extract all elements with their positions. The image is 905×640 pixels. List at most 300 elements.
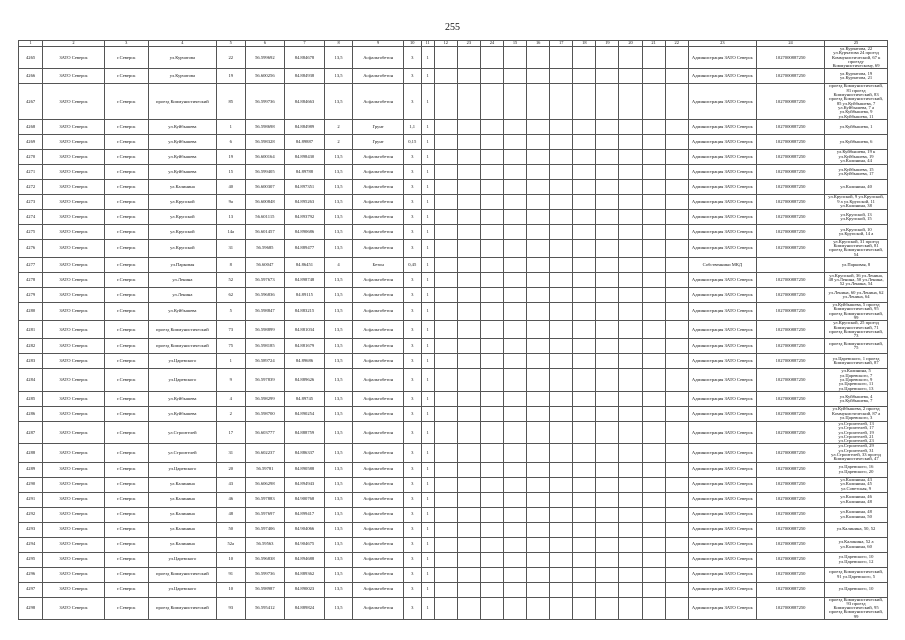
latitude-cell: 56.606298 xyxy=(245,477,285,492)
row-number-cell: 4281 xyxy=(19,321,43,339)
column-number-cell: 23 xyxy=(688,41,756,47)
house-cell: 91 xyxy=(216,567,245,582)
ogrn-cell: 1027000887250 xyxy=(756,354,824,369)
house-cell: 14а xyxy=(216,224,245,239)
empty-cell xyxy=(619,444,642,462)
ogrn-cell: 1027000887250 xyxy=(756,567,824,582)
longitude-cell: 84.884663 xyxy=(285,84,325,119)
empty-cell xyxy=(550,239,573,257)
empty-cell xyxy=(480,134,503,149)
organization-cell: Собственники МКД xyxy=(688,258,756,273)
empty-cell xyxy=(504,597,527,619)
empty-cell xyxy=(480,597,503,619)
empty-cell xyxy=(573,391,596,406)
empty-cell xyxy=(619,288,642,303)
empty-cell xyxy=(550,209,573,224)
empty-cell xyxy=(642,567,665,582)
table-row xyxy=(19,507,888,522)
house-cell: 75 xyxy=(216,339,245,354)
empty-cell xyxy=(619,149,642,164)
municipality-cell: ЗАТО Северск xyxy=(43,224,105,239)
settlement-cell: г.Северск xyxy=(104,462,148,477)
row-number-cell: 4287 xyxy=(19,421,43,443)
settlement-cell: г.Северск xyxy=(104,522,148,537)
empty-cell xyxy=(434,339,457,354)
settlement-cell: г.Северск xyxy=(104,239,148,257)
empty-cell xyxy=(573,149,596,164)
organization-cell: Администрация ЗАТО Северск xyxy=(688,406,756,421)
empty-cell xyxy=(504,258,527,273)
empty-cell xyxy=(434,406,457,421)
street-cell: ул.Царевского xyxy=(148,582,216,597)
street-cell: ул.Крупской xyxy=(148,224,216,239)
ogrn-cell: 1027000887250 xyxy=(756,444,824,462)
empty-cell xyxy=(573,582,596,597)
empty-cell xyxy=(504,224,527,239)
addresses-cell: проезд Коммунистический, 81 проезд Коммунистический, 83 проезд Коммунистический, 85 ул.Куйбышева, 7 ул.Куйбышева, 7 а ул.Куйбышева, 9 ул.Куйбышева, 11 xyxy=(825,84,888,119)
house-cell: 5 xyxy=(216,303,245,321)
width-cell: 13,5 xyxy=(324,406,353,421)
longitude-cell: 84.89686 xyxy=(285,354,325,369)
width-cell: 13,5 xyxy=(324,582,353,597)
house-cell: 1 xyxy=(216,119,245,134)
empty-cell xyxy=(573,273,596,288)
empty-cell xyxy=(665,354,688,369)
latitude-cell: 56.59563 xyxy=(245,537,285,552)
surface-cell: Асфальтобетон xyxy=(353,582,404,597)
empty-cell xyxy=(642,209,665,224)
empty-cell xyxy=(642,321,665,339)
empty-cell xyxy=(573,444,596,462)
empty-cell xyxy=(457,369,480,391)
empty-cell xyxy=(642,134,665,149)
street-cell: ул.Калинина xyxy=(148,179,216,194)
house-cell: 17 xyxy=(216,421,245,443)
empty-cell xyxy=(642,258,665,273)
empty-cell xyxy=(480,194,503,209)
settlement-cell: г.Северск xyxy=(104,582,148,597)
width-cell: 13,5 xyxy=(324,179,353,194)
empty-cell xyxy=(434,69,457,84)
municipality-cell: ЗАТО Северск xyxy=(43,179,105,194)
settlement-cell: г.Северск xyxy=(104,164,148,179)
addresses-cell: ул.Куйбышева, 19 к ул.Куйбышева, 19 ул.Калинина, 44 xyxy=(825,149,888,164)
type-cell: 1 xyxy=(421,224,434,239)
empty-cell xyxy=(480,421,503,443)
addresses-cell: ул.Крупской, 25 проезд Коммунистический, 71 проезд Коммунистический, 73 xyxy=(825,321,888,339)
addresses-cell: ул.Калинина, 40 xyxy=(825,179,888,194)
type-cell: 1 xyxy=(421,339,434,354)
row-number-cell: 4273 xyxy=(19,194,43,209)
empty-cell xyxy=(642,303,665,321)
longitude-cell: 84.894688 xyxy=(285,552,325,567)
empty-cell xyxy=(550,552,573,567)
organization-cell: Администрация ЗАТО Северск xyxy=(688,303,756,321)
empty-cell xyxy=(480,552,503,567)
row-number-cell: 4284 xyxy=(19,369,43,391)
street-cell: проезд Коммунистический xyxy=(148,84,216,119)
width-cell: 13,5 xyxy=(324,492,353,507)
count-cell: 3 xyxy=(403,288,421,303)
ogrn-cell: 1027000887250 xyxy=(756,406,824,421)
longitude-cell: 84.884989 xyxy=(285,119,325,134)
municipality-cell: ЗАТО Северск xyxy=(43,522,105,537)
empty-cell xyxy=(434,444,457,462)
empty-cell xyxy=(504,119,527,134)
empty-cell xyxy=(665,164,688,179)
width-cell: 13,5 xyxy=(324,421,353,443)
latitude-cell: 56.603777 xyxy=(245,421,285,443)
house-cell: 22 xyxy=(216,47,245,69)
surface-cell: Асфальтобетон xyxy=(353,47,404,69)
empty-cell xyxy=(434,288,457,303)
count-cell: 3 xyxy=(403,303,421,321)
empty-cell xyxy=(504,567,527,582)
house-cell: 43 xyxy=(216,477,245,492)
empty-cell xyxy=(480,119,503,134)
type-cell: 1 xyxy=(421,288,434,303)
surface-cell: Асфальтобетон xyxy=(353,179,404,194)
organization-cell: Администрация ЗАТО Северск xyxy=(688,391,756,406)
count-cell: 3 xyxy=(403,537,421,552)
empty-cell xyxy=(480,209,503,224)
addresses-cell: ул.Куйбышева, 1 xyxy=(825,119,888,134)
empty-cell xyxy=(457,69,480,84)
empty-cell xyxy=(434,164,457,179)
row-number-cell: 4291 xyxy=(19,492,43,507)
empty-cell xyxy=(527,84,550,119)
settlement-cell: г.Северск xyxy=(104,288,148,303)
empty-cell xyxy=(665,194,688,209)
column-number-cell: 18 xyxy=(573,41,596,47)
table-row xyxy=(19,537,888,552)
empty-cell xyxy=(504,492,527,507)
latitude-cell: 56.597406 xyxy=(245,522,285,537)
count-cell: 3 xyxy=(403,582,421,597)
empty-cell xyxy=(642,369,665,391)
empty-cell xyxy=(596,522,619,537)
empty-cell xyxy=(527,273,550,288)
latitude-cell: 56.598899 xyxy=(245,321,285,339)
empty-cell xyxy=(504,134,527,149)
street-cell: ул.Строителей xyxy=(148,421,216,443)
house-cell: 15 xyxy=(216,164,245,179)
width-cell: 13,5 xyxy=(324,339,353,354)
empty-cell xyxy=(642,391,665,406)
addresses-cell: ул.Куйбышева, 4 ул.Куйбышева, 7 xyxy=(825,391,888,406)
empty-cell xyxy=(596,582,619,597)
municipality-cell: ЗАТО Северск xyxy=(43,444,105,462)
empty-cell xyxy=(527,224,550,239)
surface-cell: Асфальтобетон xyxy=(353,406,404,421)
addresses-cell: ул.Калинина, 43 ул.Калинина, 45 ул.Советская, 9 xyxy=(825,477,888,492)
width-cell: 13,5 xyxy=(324,354,353,369)
empty-cell xyxy=(642,149,665,164)
type-cell: 1 xyxy=(421,406,434,421)
surface-cell: Асфальтобетон xyxy=(353,149,404,164)
empty-cell xyxy=(527,339,550,354)
column-number-cell: 16 xyxy=(527,41,550,47)
type-cell: 1 xyxy=(421,69,434,84)
addresses-cell: ул.Царевского, 10 xyxy=(825,582,888,597)
row-number-cell: 4279 xyxy=(19,288,43,303)
settlement-cell: г.Северск xyxy=(104,406,148,421)
empty-cell xyxy=(665,339,688,354)
surface-cell: Асфальтобетон xyxy=(353,69,404,84)
settlement-cell: г.Северск xyxy=(104,552,148,567)
empty-cell xyxy=(665,239,688,257)
empty-cell xyxy=(504,321,527,339)
addresses-cell: ул.Парковая, 8 xyxy=(825,258,888,273)
width-cell: 4 xyxy=(324,258,353,273)
empty-cell xyxy=(665,391,688,406)
street-cell: ул.Куйбышева xyxy=(148,303,216,321)
municipality-cell: ЗАТО Северск xyxy=(43,567,105,582)
empty-cell xyxy=(665,477,688,492)
empty-cell xyxy=(527,444,550,462)
width-cell: 13,5 xyxy=(324,209,353,224)
type-cell: 1 xyxy=(421,492,434,507)
latitude-cell: 56.597673 xyxy=(245,273,285,288)
organization-cell: Администрация ЗАТО Северск xyxy=(688,597,756,619)
empty-cell xyxy=(665,492,688,507)
surface-cell: Асфальтобетон xyxy=(353,537,404,552)
empty-cell xyxy=(619,339,642,354)
municipality-cell: ЗАТО Северск xyxy=(43,369,105,391)
table-row xyxy=(19,239,888,257)
empty-cell xyxy=(457,391,480,406)
empty-cell xyxy=(480,444,503,462)
organization-cell: Администрация ЗАТО Северск xyxy=(688,477,756,492)
empty-cell xyxy=(550,369,573,391)
empty-cell xyxy=(619,421,642,443)
empty-cell xyxy=(550,273,573,288)
municipality-cell: ЗАТО Северск xyxy=(43,462,105,477)
empty-cell xyxy=(434,582,457,597)
street-cell: ул.Курчатова xyxy=(148,47,216,69)
width-cell: 13,5 xyxy=(324,444,353,462)
empty-cell xyxy=(573,119,596,134)
type-cell: 1 xyxy=(421,537,434,552)
street-cell: ул.Крупской xyxy=(148,194,216,209)
empty-cell xyxy=(550,507,573,522)
house-cell: 31 xyxy=(216,444,245,462)
row-number-cell: 4298 xyxy=(19,597,43,619)
house-cell: 31 xyxy=(216,239,245,257)
table-row xyxy=(19,421,888,443)
width-cell: 13,5 xyxy=(324,194,353,209)
addresses-cell: ул.Крупской, 31 проезд Коммунистический, 81 проезд Коммунистический, 54 xyxy=(825,239,888,257)
organization-cell: Администрация ЗАТО Северск xyxy=(688,582,756,597)
empty-cell xyxy=(550,339,573,354)
empty-cell xyxy=(642,444,665,462)
empty-cell xyxy=(434,522,457,537)
empty-cell xyxy=(480,582,503,597)
empty-cell xyxy=(480,84,503,119)
municipality-cell: ЗАТО Северск xyxy=(43,421,105,443)
empty-cell xyxy=(619,522,642,537)
latitude-cell: 56.596838 xyxy=(245,552,285,567)
empty-cell xyxy=(642,179,665,194)
row-number-cell: 4297 xyxy=(19,582,43,597)
empty-cell xyxy=(434,258,457,273)
municipality-cell: ЗАТО Северск xyxy=(43,209,105,224)
municipality-cell: ЗАТО Северск xyxy=(43,597,105,619)
addresses-cell: ул.Строителей, 13 ул.Строителей, 17 ул.Строителей, 19 ул.Строителей, 21 ул.Строителей, 23 xyxy=(825,421,888,443)
longitude-cell: 84.890686 xyxy=(285,224,325,239)
settlement-cell: г.Северск xyxy=(104,119,148,134)
table-row xyxy=(19,406,888,421)
street-cell: проезд Коммунистический xyxy=(148,597,216,619)
empty-cell xyxy=(573,552,596,567)
addresses-cell: ул.Царевского, 10 ул.Царевского, 12 xyxy=(825,552,888,567)
row-number-cell: 4268 xyxy=(19,119,43,134)
empty-cell xyxy=(527,164,550,179)
empty-cell xyxy=(480,369,503,391)
table-row xyxy=(19,47,888,69)
empty-cell xyxy=(573,258,596,273)
column-number-cell: 7 xyxy=(285,41,325,47)
municipality-cell: ЗАТО Северск xyxy=(43,492,105,507)
empty-cell xyxy=(457,47,480,69)
latitude-cell: 56.599692 xyxy=(245,47,285,69)
municipality-cell: ЗАТО Северск xyxy=(43,321,105,339)
longitude-cell: 84.884678 xyxy=(285,47,325,69)
road-registry-table xyxy=(18,40,888,620)
empty-cell xyxy=(480,567,503,582)
column-number-cell: 21 xyxy=(642,41,665,47)
empty-cell xyxy=(596,597,619,619)
ogrn-cell xyxy=(756,258,824,273)
organization-cell: Администрация ЗАТО Северск xyxy=(688,354,756,369)
addresses-cell: проезд Коммунистический, 93 проезд Коммунистический, 95 проезд Коммунистический, 99 xyxy=(825,597,888,619)
organization-cell: Администрация ЗАТО Северск xyxy=(688,507,756,522)
empty-cell xyxy=(457,567,480,582)
latitude-cell: 56.599405 xyxy=(245,164,285,179)
organization-cell: Администрация ЗАТО Северск xyxy=(688,179,756,194)
empty-cell xyxy=(642,477,665,492)
ogrn-cell: 1027000887250 xyxy=(756,239,824,257)
organization-cell: Администрация ЗАТО Северск xyxy=(688,47,756,69)
column-number-cell: 1 xyxy=(19,41,43,47)
empty-cell xyxy=(434,492,457,507)
empty-cell xyxy=(619,492,642,507)
empty-cell xyxy=(596,567,619,582)
empty-cell xyxy=(665,179,688,194)
empty-cell xyxy=(434,119,457,134)
settlement-cell: г.Северск xyxy=(104,339,148,354)
empty-cell xyxy=(434,303,457,321)
empty-cell xyxy=(504,239,527,257)
street-cell: проезд Коммунистический xyxy=(148,567,216,582)
ogrn-cell: 1027000887250 xyxy=(756,582,824,597)
type-cell: 1 xyxy=(421,321,434,339)
empty-cell xyxy=(504,354,527,369)
empty-cell xyxy=(550,537,573,552)
addresses-cell: ул.Калинина, 5 ул.Царевского, 7 ул.Царевского, 9 ул.Царевского, 11 ул.Царевского, 13 xyxy=(825,369,888,391)
empty-cell xyxy=(665,258,688,273)
type-cell: 1 xyxy=(421,477,434,492)
house-cell: 19 xyxy=(216,69,245,84)
table-row xyxy=(19,209,888,224)
municipality-cell: ЗАТО Северск xyxy=(43,391,105,406)
table-row xyxy=(19,597,888,619)
empty-cell xyxy=(457,582,480,597)
type-cell: 1 xyxy=(421,369,434,391)
empty-cell xyxy=(504,164,527,179)
empty-cell xyxy=(480,339,503,354)
organization-cell: Администрация ЗАТО Северск xyxy=(688,209,756,224)
empty-cell xyxy=(550,522,573,537)
latitude-cell: 56.600307 xyxy=(245,179,285,194)
empty-cell xyxy=(527,597,550,619)
surface-cell: Асфальтобетон xyxy=(353,369,404,391)
addresses-cell: ул.Крупской, 10 ул.Крупской, 14 а xyxy=(825,224,888,239)
empty-cell xyxy=(550,164,573,179)
table-row xyxy=(19,258,888,273)
empty-cell xyxy=(573,421,596,443)
empty-cell xyxy=(619,224,642,239)
latitude-cell: 56.600256 xyxy=(245,69,285,84)
ogrn-cell: 1027000887250 xyxy=(756,391,824,406)
settlement-cell: г.Северск xyxy=(104,369,148,391)
street-cell: ул.Ленина xyxy=(148,288,216,303)
surface-cell: Асфальтобетон xyxy=(353,421,404,443)
longitude-cell: 84.888759 xyxy=(285,421,325,443)
row-number-cell: 4271 xyxy=(19,164,43,179)
empty-cell xyxy=(619,47,642,69)
empty-cell xyxy=(596,552,619,567)
empty-cell xyxy=(619,303,642,321)
count-cell: 3 xyxy=(403,444,421,462)
settlement-cell: г.Северск xyxy=(104,224,148,239)
empty-cell xyxy=(619,391,642,406)
house-cell: 8 xyxy=(216,258,245,273)
house-cell: 19 xyxy=(216,149,245,164)
width-cell: 13,5 xyxy=(324,462,353,477)
empty-cell xyxy=(573,194,596,209)
addresses-cell: ул.Куйбышева, 5 проезд Коммунистический, 95 проезд Коммунистический, 99 xyxy=(825,303,888,321)
type-cell: 1 xyxy=(421,567,434,582)
empty-cell xyxy=(665,69,688,84)
empty-cell xyxy=(550,354,573,369)
addresses-cell: ул.Куйбышева, 15 ул.Куйбышева, 17 xyxy=(825,164,888,179)
empty-cell xyxy=(434,477,457,492)
organization-cell: Администрация ЗАТО Северск xyxy=(688,444,756,462)
surface-cell: Асфальтобетон xyxy=(353,567,404,582)
organization-cell: Администрация ЗАТО Северск xyxy=(688,224,756,239)
empty-cell xyxy=(573,567,596,582)
longitude-cell: 84.890023 xyxy=(285,582,325,597)
street-cell: ул.Калинина xyxy=(148,477,216,492)
longitude-cell: 84.884938 xyxy=(285,69,325,84)
empty-cell xyxy=(457,354,480,369)
empty-cell xyxy=(434,224,457,239)
surface-cell: Бетон xyxy=(353,258,404,273)
municipality-cell: ЗАТО Северск xyxy=(43,303,105,321)
surface-cell: Асфальтобетон xyxy=(353,239,404,257)
surface-cell: Асфальтобетон xyxy=(353,164,404,179)
count-cell: 3 xyxy=(403,321,421,339)
latitude-cell: 56.600164 xyxy=(245,149,285,164)
empty-cell xyxy=(457,273,480,288)
empty-cell xyxy=(550,406,573,421)
empty-cell xyxy=(596,179,619,194)
empty-cell xyxy=(434,537,457,552)
width-cell: 13,5 xyxy=(324,69,353,84)
ogrn-cell: 1027000887250 xyxy=(756,194,824,209)
width-cell: 13,5 xyxy=(324,149,353,164)
